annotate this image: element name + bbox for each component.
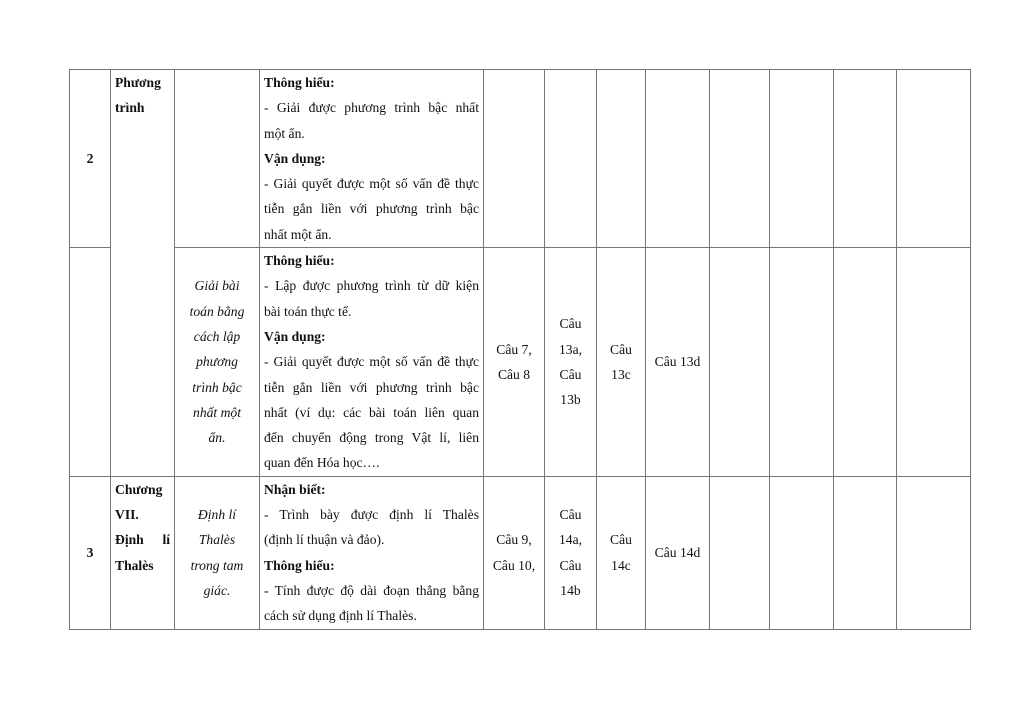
cell-line: cách lập xyxy=(193,328,241,344)
empty-cell xyxy=(710,70,770,248)
empty-cell xyxy=(834,70,897,248)
th-cell xyxy=(545,476,597,629)
empty-cell xyxy=(834,248,897,477)
cell-line: Giải bài xyxy=(194,278,240,294)
content-line: (định lí thuận và đảo). xyxy=(264,532,385,548)
stt-cell: 3 xyxy=(70,476,111,629)
empty-cell xyxy=(897,70,971,248)
content-line: - Giải được phương trình bậc nhất xyxy=(264,100,479,116)
content-line: tiễn gắn liền với phương trình bậc xyxy=(264,201,479,217)
content-line: tiễn gắn liền với phương trình bậc xyxy=(264,379,479,395)
content-line: - Lập được phương trình từ dữ kiện xyxy=(264,278,479,294)
cell-line: VII. xyxy=(115,507,139,523)
vdc-cell xyxy=(646,248,710,477)
content-line: quan đến Hóa học…. xyxy=(264,455,380,471)
cell-line: phương xyxy=(196,354,238,370)
topic-cell xyxy=(175,476,260,629)
cell-line: Câu 9, xyxy=(496,532,532,548)
content-cell xyxy=(260,70,484,248)
cell-line: Chương xyxy=(115,481,163,497)
chapter-cell xyxy=(111,476,175,629)
vdc-cell xyxy=(646,476,710,629)
cell-line: Câu xyxy=(559,557,582,573)
cell-line: Câu 7, xyxy=(496,341,532,357)
nb-cell xyxy=(484,476,545,629)
level-heading: Thông hiểu: xyxy=(264,557,335,573)
cell-line: trình bậc xyxy=(192,379,242,395)
cell-line: 13b xyxy=(560,392,581,408)
cell-line: giác. xyxy=(203,582,231,598)
empty-cell xyxy=(710,248,770,477)
vd-cell xyxy=(597,476,646,629)
empty-cell xyxy=(770,248,834,477)
table-row xyxy=(70,70,971,248)
content-line: một ẩn. xyxy=(264,125,305,141)
content-cell xyxy=(260,248,484,477)
nb-cell xyxy=(484,70,545,248)
cell-line: 13c xyxy=(611,366,631,382)
cell-line: Câu xyxy=(559,316,582,332)
stt-cell: 2 xyxy=(70,70,111,248)
cell-line: Câu xyxy=(559,366,582,382)
cell-line: Câu xyxy=(559,507,582,523)
content-cell xyxy=(260,476,484,629)
cell-line: 14c xyxy=(611,557,631,573)
th-cell xyxy=(545,248,597,477)
topic-cell xyxy=(175,70,260,248)
table-row xyxy=(70,476,971,629)
cell-line: Câu xyxy=(610,532,632,548)
content-line: - Giải quyết được một số vấn đề thực xyxy=(264,176,479,192)
empty-cell xyxy=(770,70,834,248)
empty-cell xyxy=(897,476,971,629)
vd-cell xyxy=(597,70,646,248)
content-line: - Trình bày được định lí Thalès xyxy=(264,507,479,523)
cell-line: 14a, xyxy=(558,532,583,548)
content-line: đến chuyển động trong Vật lí, liên xyxy=(264,430,479,446)
level-heading: Nhận biết: xyxy=(264,481,326,497)
topic-cell xyxy=(175,248,260,477)
cell-line: Thalès xyxy=(115,557,154,573)
stt-cell xyxy=(70,248,111,477)
cell-line: 14b xyxy=(560,582,581,598)
level-heading: Vận dụng: xyxy=(264,328,326,344)
cell-line: Phương xyxy=(115,75,161,90)
content-line: cách sử dụng định lí Thalès. xyxy=(264,608,417,624)
content-line: bài toán thực tế. xyxy=(264,303,352,319)
cell-line: Câu 13d xyxy=(654,354,701,370)
level-heading: Vận dụng: xyxy=(264,150,326,166)
cell-line: Thalès xyxy=(198,532,236,548)
nb-cell xyxy=(484,248,545,477)
empty-cell xyxy=(710,476,770,629)
vdc-cell xyxy=(646,70,710,248)
matrix-table xyxy=(69,69,971,630)
content-line: - Tính được độ dài đoạn thẳng bằng xyxy=(264,582,479,598)
table-row xyxy=(70,248,971,477)
cell-line: toán bằng xyxy=(189,303,245,319)
cell-line: nhất một xyxy=(193,404,241,420)
level-heading: Thông hiểu: xyxy=(264,253,335,269)
content-line: nhất một ẩn. xyxy=(264,226,332,242)
cell-line: Định lí xyxy=(197,507,237,523)
empty-cell xyxy=(897,248,971,477)
content-line: - Giải quyết được một số vấn đề thực xyxy=(264,354,479,370)
content-line: nhất (ví dụ: các bài toán liên quan xyxy=(264,404,479,420)
cell-line: 13a, xyxy=(558,341,583,357)
cell-line: Câu 14d xyxy=(654,544,701,560)
empty-cell xyxy=(770,476,834,629)
cell-line: trong tam xyxy=(190,557,244,573)
chapter-cell xyxy=(111,70,175,477)
cell-line: Câu 10, xyxy=(492,557,536,573)
th-cell xyxy=(545,70,597,248)
cell-line: trình xyxy=(115,100,145,116)
cell-line: Định lí xyxy=(115,532,170,548)
cell-line: ẩn. xyxy=(208,430,226,446)
cell-line: Câu 8 xyxy=(497,366,531,382)
vd-cell xyxy=(597,248,646,477)
level-heading: Thông hiểu: xyxy=(264,75,335,90)
cell-line: Câu xyxy=(610,341,632,357)
empty-cell xyxy=(834,476,897,629)
